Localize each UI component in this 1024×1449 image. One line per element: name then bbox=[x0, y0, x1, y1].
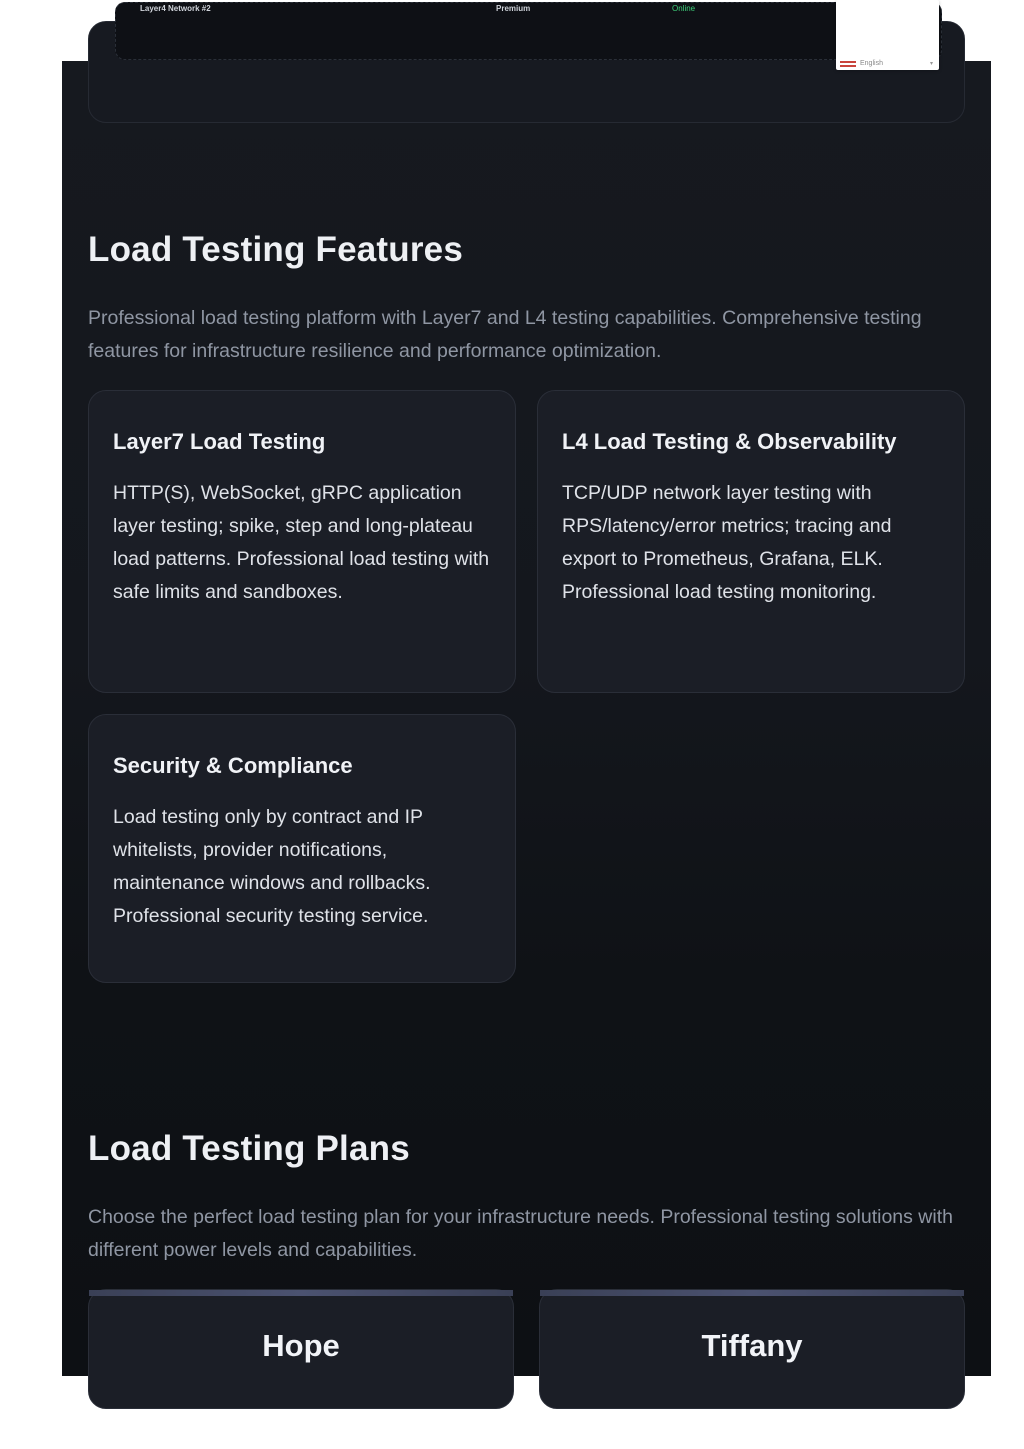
feature-card-security bbox=[88, 714, 516, 983]
plans-description: Choose the perfect load testing plan for your infrastructure needs. Professional testing solutions with different power levels and capabilities. bbox=[88, 1206, 953, 1261]
feature-card-title: L4 Load Testing & Observability bbox=[562, 429, 897, 454]
features-title: Load Testing Features bbox=[88, 230, 463, 269]
language-select[interactable] bbox=[836, 0, 939, 70]
servers-panel bbox=[88, 4, 965, 123]
plan-accent-bar bbox=[540, 1290, 964, 1296]
feature-card-layer7 bbox=[88, 390, 516, 693]
feature-card-title: Security & Compliance bbox=[113, 753, 353, 778]
server-tier: Premium bbox=[496, 4, 531, 13]
feature-card-l4 bbox=[537, 390, 965, 693]
plan-name: Tiffany bbox=[701, 1328, 803, 1363]
language-label: English bbox=[860, 60, 883, 67]
server-status: Online bbox=[672, 4, 696, 13]
feature-card-text: Load testing only by contract and IP whitelists, provider notifications, maintenance windows and rollbacks. Professional security testing service. bbox=[113, 806, 431, 927]
plans-title: Load Testing Plans bbox=[88, 1129, 410, 1168]
feature-card-title: Layer7 Load Testing bbox=[113, 429, 326, 454]
plan-card-hope[interactable] bbox=[88, 1289, 514, 1409]
us-flag-icon bbox=[840, 61, 856, 67]
features-description: Professional load testing platform with Layer7 and L4 testing capabilities. Comprehensive testing features for infrastructure resilience and performance optimization. bbox=[88, 307, 922, 362]
plan-name: Hope bbox=[262, 1328, 340, 1363]
plan-accent-bar bbox=[89, 1290, 513, 1296]
feature-card-text: HTTP(S), WebSocket, gRPC application layer testing; spike, step and long-plateau load patterns. Professional load testing with safe limits and sandboxes. bbox=[113, 482, 490, 603]
server-name: Layer4 Network #2 bbox=[140, 4, 211, 13]
feature-card-text: TCP/UDP network layer testing with RPS/latency/error metrics; tracing and export to Prometheus, Grafana, ELK. Professional load testing monitoring. bbox=[562, 482, 892, 603]
plan-card-tiffany[interactable] bbox=[539, 1289, 965, 1409]
page-viewport bbox=[62, 4, 991, 1376]
servers-table bbox=[115, 2, 942, 60]
chevron-down-icon: ▾ bbox=[929, 61, 933, 67]
